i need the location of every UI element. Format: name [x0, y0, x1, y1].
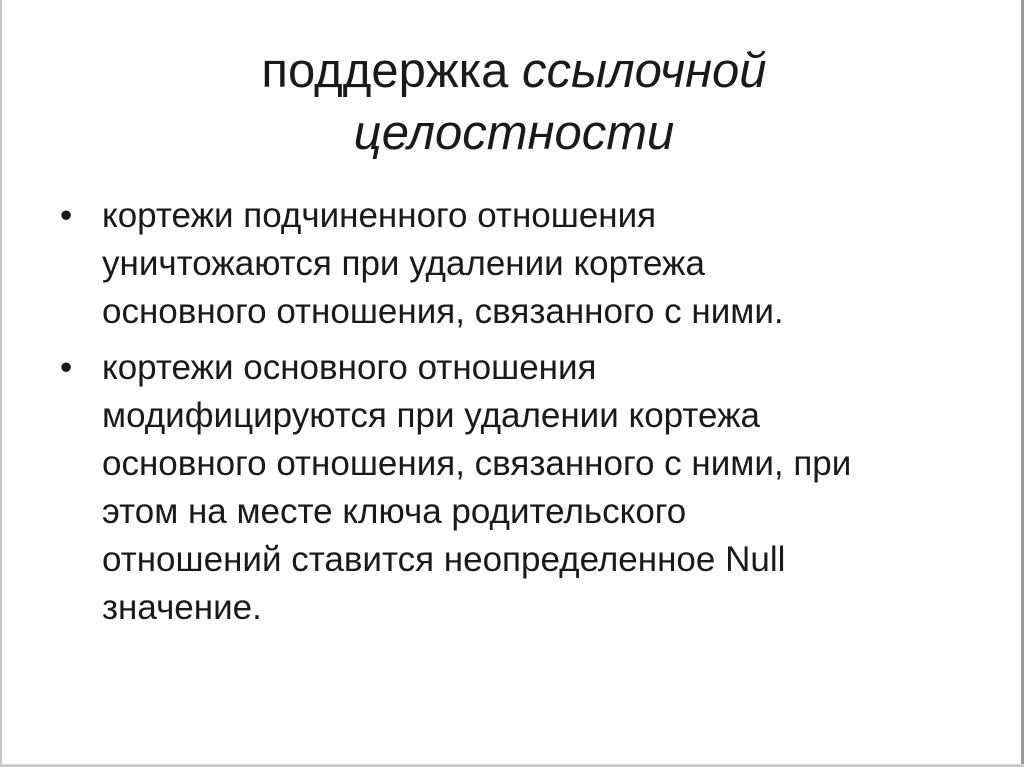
bullet-2-line-3: основного отношения, связанного с ними, при	[102, 444, 852, 483]
bullet-dot-icon: •	[60, 196, 73, 235]
title-plain-text: поддержка	[261, 44, 522, 98]
bullet-item-1	[58, 192, 978, 336]
title-italic-text-1: ссылочной	[521, 44, 767, 98]
bullet-1-line-2: уничтожаются при удалении кортежа	[102, 244, 705, 283]
bullet-2-line-1: кортежи основного отношения	[102, 348, 597, 387]
slide-title	[2, 40, 1024, 164]
bullet-2-line-6: значение.	[102, 588, 262, 627]
bullet-1-line-3: основного отношения, связанного с ними.	[102, 292, 784, 331]
title-line-2	[2, 102, 1024, 164]
bullet-2-line-2: модифицируются при удалении кортежа	[102, 396, 760, 435]
bullet-item-2	[58, 344, 978, 632]
bullet-2-line-5: отношений ставится неопределенное Null	[102, 540, 786, 579]
bullet-list	[58, 192, 978, 640]
bullet-1-line-1: кортежи подчиненного отношения	[102, 196, 657, 235]
title-line-1	[2, 40, 1024, 102]
bullet-dot-icon: •	[60, 348, 73, 387]
bullet-2-line-4: этом на месте ключа родительского	[102, 492, 687, 531]
title-italic-text-2: целостности	[353, 106, 675, 160]
